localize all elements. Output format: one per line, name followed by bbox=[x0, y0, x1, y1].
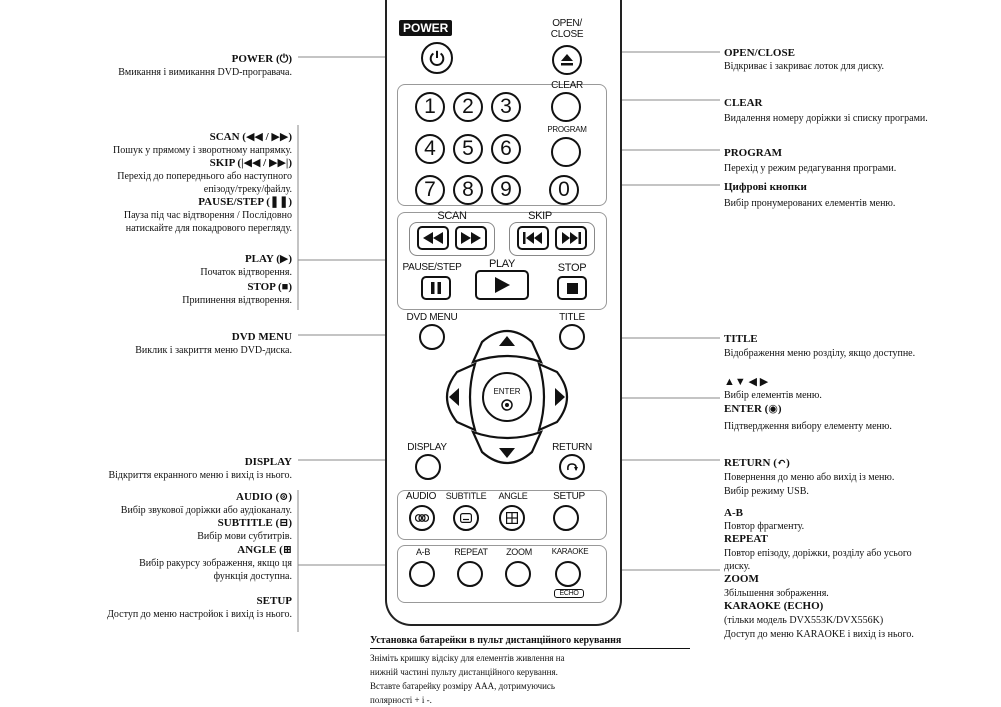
digit-4-button[interactable]: 4 bbox=[415, 134, 445, 164]
play-label: PLAY bbox=[488, 258, 516, 270]
pause-desc-1: Пауза під час відтворення / Послідовно bbox=[123, 210, 292, 221]
subtitle-button[interactable] bbox=[453, 505, 479, 531]
digit-1-button[interactable]: 1 bbox=[415, 92, 445, 122]
angle-button[interactable] bbox=[499, 505, 525, 531]
return-label: RETURN bbox=[552, 442, 592, 453]
digit-8-button[interactable]: 8 bbox=[453, 175, 483, 205]
battery-line-3: Вставте батарейку розміру ААА, дотримуючись bbox=[370, 681, 556, 691]
echo-label: ECHO bbox=[554, 589, 584, 598]
audio-button[interactable] bbox=[409, 505, 435, 531]
play-icon bbox=[494, 277, 510, 293]
stop-button[interactable] bbox=[557, 276, 587, 300]
zoom-label: ZOOM bbox=[506, 547, 532, 557]
clear-title: CLEAR bbox=[724, 97, 763, 109]
audio-label: AUDIO bbox=[405, 491, 437, 502]
setup-desc: Доступ до меню настройок і вихід із нього. bbox=[107, 609, 292, 620]
skip-label: SKIP bbox=[528, 210, 552, 222]
repeat-label: REPEAT bbox=[454, 547, 488, 557]
clear-button[interactable] bbox=[551, 92, 581, 122]
skip-back-icon bbox=[523, 232, 543, 244]
skip-desc-1: Перехід до попереднього або наступного bbox=[117, 171, 292, 182]
subtitle-icon bbox=[460, 513, 472, 523]
skip-desc-2: епізоду/треку/файлу. bbox=[203, 184, 292, 195]
enter-desc: Підтвердження вибору елементу меню. bbox=[724, 421, 892, 432]
pause-step-label: PAUSE/STEP bbox=[402, 262, 462, 273]
zoom-title: ZOOM bbox=[724, 573, 759, 585]
skip-forward-icon bbox=[561, 232, 581, 244]
angle-label: ANGLE bbox=[498, 491, 528, 501]
display-title: DISPLAY bbox=[244, 456, 292, 468]
open-close-label bbox=[537, 18, 597, 40]
open-close-button[interactable] bbox=[552, 45, 582, 75]
angle-icon bbox=[506, 512, 518, 524]
ab-button[interactable] bbox=[409, 561, 435, 587]
karaoke-button[interactable] bbox=[555, 561, 581, 587]
power-button[interactable] bbox=[421, 42, 453, 74]
subtitle-desc: Вибір мови субтитрів. bbox=[197, 531, 292, 542]
skip-forward-button[interactable] bbox=[555, 226, 587, 250]
openclose-title: OPEN/CLOSE bbox=[724, 47, 795, 59]
audio-desc: Вибір звукової доріжки або аудіоканалу. bbox=[120, 505, 292, 516]
fast-forward-icon bbox=[461, 232, 481, 244]
title-title: TITLE bbox=[724, 333, 758, 345]
stop-desc: Припинення відтворення. bbox=[182, 295, 292, 306]
program-desc: Перехід у режим редагування програми. bbox=[724, 163, 897, 174]
karaoke-desc-2: Доступ до меню KARAOKE і вихід із нього. bbox=[724, 629, 914, 640]
audio-title: AUDIO (⊚) bbox=[236, 491, 292, 503]
angle-title: ANGLE (⊞ bbox=[237, 544, 292, 556]
play-button[interactable] bbox=[475, 270, 529, 300]
remote-control bbox=[385, 0, 622, 626]
clear-desc: Видалення номеру доріжки зі списку програми. bbox=[724, 113, 928, 124]
digits-title: Цифрові кнопки bbox=[724, 181, 807, 193]
display-desc: Відкриття екранного меню і вихід із нього. bbox=[108, 470, 292, 481]
stop-title: STOP (■) bbox=[247, 281, 292, 293]
dvd-menu-label: DVD MENU bbox=[406, 312, 458, 323]
skip-back-button[interactable] bbox=[517, 226, 549, 250]
digit-9-button[interactable]: 9 bbox=[491, 175, 521, 205]
return-icon bbox=[565, 462, 579, 472]
program-label: PROGRAM bbox=[547, 125, 587, 134]
zoom-button[interactable] bbox=[505, 561, 531, 587]
return-desc-1: Повернення до меню або вихід із меню. bbox=[724, 472, 895, 483]
program-button[interactable] bbox=[551, 137, 581, 167]
dvdmenu-desc: Виклик і закриття меню DVD-диска. bbox=[135, 345, 292, 356]
enter-title: ENTER (◉) bbox=[724, 403, 782, 415]
scan-desc: Пошук у прямому і зворотному напрямку. bbox=[113, 145, 292, 156]
repeat-title: REPEAT bbox=[724, 533, 768, 545]
program-title: PROGRAM bbox=[724, 147, 783, 159]
setup-label: SETUP bbox=[553, 491, 585, 502]
clear-label: CLEAR bbox=[551, 80, 583, 91]
battery-title: Установка батарейки в пульт дистанційного керування bbox=[370, 634, 690, 649]
battery-line-4: полярності + і -. bbox=[370, 695, 432, 705]
zoom-desc: Збільшення зображення. bbox=[724, 588, 829, 599]
digit-3-button[interactable]: 3 bbox=[491, 92, 521, 122]
arrows-desc: Вибір елементів меню. bbox=[724, 390, 822, 401]
eject-icon bbox=[559, 52, 575, 68]
return-desc-2: Вибір режиму USB. bbox=[724, 486, 809, 497]
stop-label: STOP bbox=[557, 262, 587, 274]
open-close-label-1: OPEN/ bbox=[552, 18, 582, 29]
angle-desc-2: функція доступна. bbox=[213, 571, 292, 582]
up-arrow-button[interactable] bbox=[473, 331, 541, 362]
return-title: RETURN (↶) bbox=[724, 457, 790, 469]
repeat-desc-2: диску. bbox=[724, 561, 751, 572]
subtitle-label: SUBTITLE bbox=[445, 491, 487, 501]
enter-button[interactable] bbox=[483, 373, 531, 421]
scan-title: SCAN (◀◀ / ▶▶) bbox=[209, 131, 292, 143]
power-icon bbox=[428, 49, 446, 67]
rewind-icon bbox=[423, 232, 443, 244]
scan-label: SCAN bbox=[437, 210, 467, 222]
subtitle-title: SUBTITLE (⊟) bbox=[217, 517, 292, 529]
play-desc: Початок відтворення. bbox=[200, 267, 292, 278]
arrows-title: ▲▼ ◀ ▶ bbox=[724, 376, 769, 388]
setup-button[interactable] bbox=[553, 505, 579, 531]
karaoke-label: KARAOKE bbox=[551, 547, 589, 556]
play-title: PLAY (▶) bbox=[244, 253, 292, 265]
power-desc: Вмикання і вимикання DVD-програвача. bbox=[118, 67, 292, 78]
audio-icon bbox=[415, 514, 429, 522]
stop-icon bbox=[567, 283, 578, 294]
skip-title: SKIP (|◀◀ / ▶▶|) bbox=[209, 157, 292, 169]
repeat-button[interactable] bbox=[457, 561, 483, 587]
title-desc: Відображення меню розділу, якщо доступне. bbox=[724, 348, 916, 359]
karaoke-desc-1: (тільки модель DVX553K/DVX556K) bbox=[724, 615, 884, 626]
fast-forward-button[interactable] bbox=[455, 226, 487, 250]
karaoke-title: KARAOKE (ECHO) bbox=[724, 600, 824, 612]
battery-line-1: Зніміть кришку відсіку для елементів живлення на bbox=[370, 653, 565, 663]
dvdmenu-title: DVD MENU bbox=[231, 331, 292, 343]
ab-label: A-B bbox=[415, 547, 431, 557]
power-label: POWER bbox=[399, 20, 452, 36]
ab-desc: Повтор фрагменту. bbox=[724, 521, 805, 532]
ab-title: A-B bbox=[724, 507, 743, 519]
setup-title: SETUP bbox=[256, 595, 292, 607]
open-close-label-2: CLOSE bbox=[550, 29, 584, 40]
rewind-button[interactable] bbox=[417, 226, 449, 250]
repeat-desc-1: Повтор епізоду, доріжки, розділу або усього bbox=[724, 548, 912, 559]
pause-icon bbox=[430, 282, 442, 294]
enter-label: ENTER bbox=[493, 387, 521, 396]
digit-5-button[interactable]: 5 bbox=[453, 134, 483, 164]
digit-0-button[interactable]: 0 bbox=[549, 175, 579, 205]
display-label: DISPLAY bbox=[407, 442, 447, 453]
digit-6-button[interactable]: 6 bbox=[491, 134, 521, 164]
down-arrow-button[interactable] bbox=[473, 432, 541, 463]
openclose-desc: Відкриває і закриває лоток для диску. bbox=[724, 61, 884, 72]
pause-title: PAUSE/STEP (❚❚) bbox=[198, 196, 292, 208]
power-title: POWER (⏻) bbox=[231, 53, 292, 65]
digit-7-button[interactable]: 7 bbox=[415, 175, 445, 205]
digits-desc: Вибір пронумерованих елементів меню. bbox=[724, 198, 896, 209]
digit-2-button[interactable]: 2 bbox=[453, 92, 483, 122]
display-button[interactable] bbox=[415, 454, 441, 480]
enter-icon-dot bbox=[505, 403, 509, 407]
battery-note bbox=[370, 634, 690, 707]
angle-desc-1: Вибір ракурсу зображення, якщо ця bbox=[139, 558, 292, 569]
return-button[interactable] bbox=[559, 454, 585, 480]
title-label: TITLE bbox=[559, 312, 585, 323]
pause-step-button[interactable] bbox=[421, 276, 451, 300]
battery-line-2: нижній частині пульту дистанційного керування. bbox=[370, 667, 558, 677]
pause-desc-2: натискайте для покадрового перегляду. bbox=[125, 223, 292, 234]
